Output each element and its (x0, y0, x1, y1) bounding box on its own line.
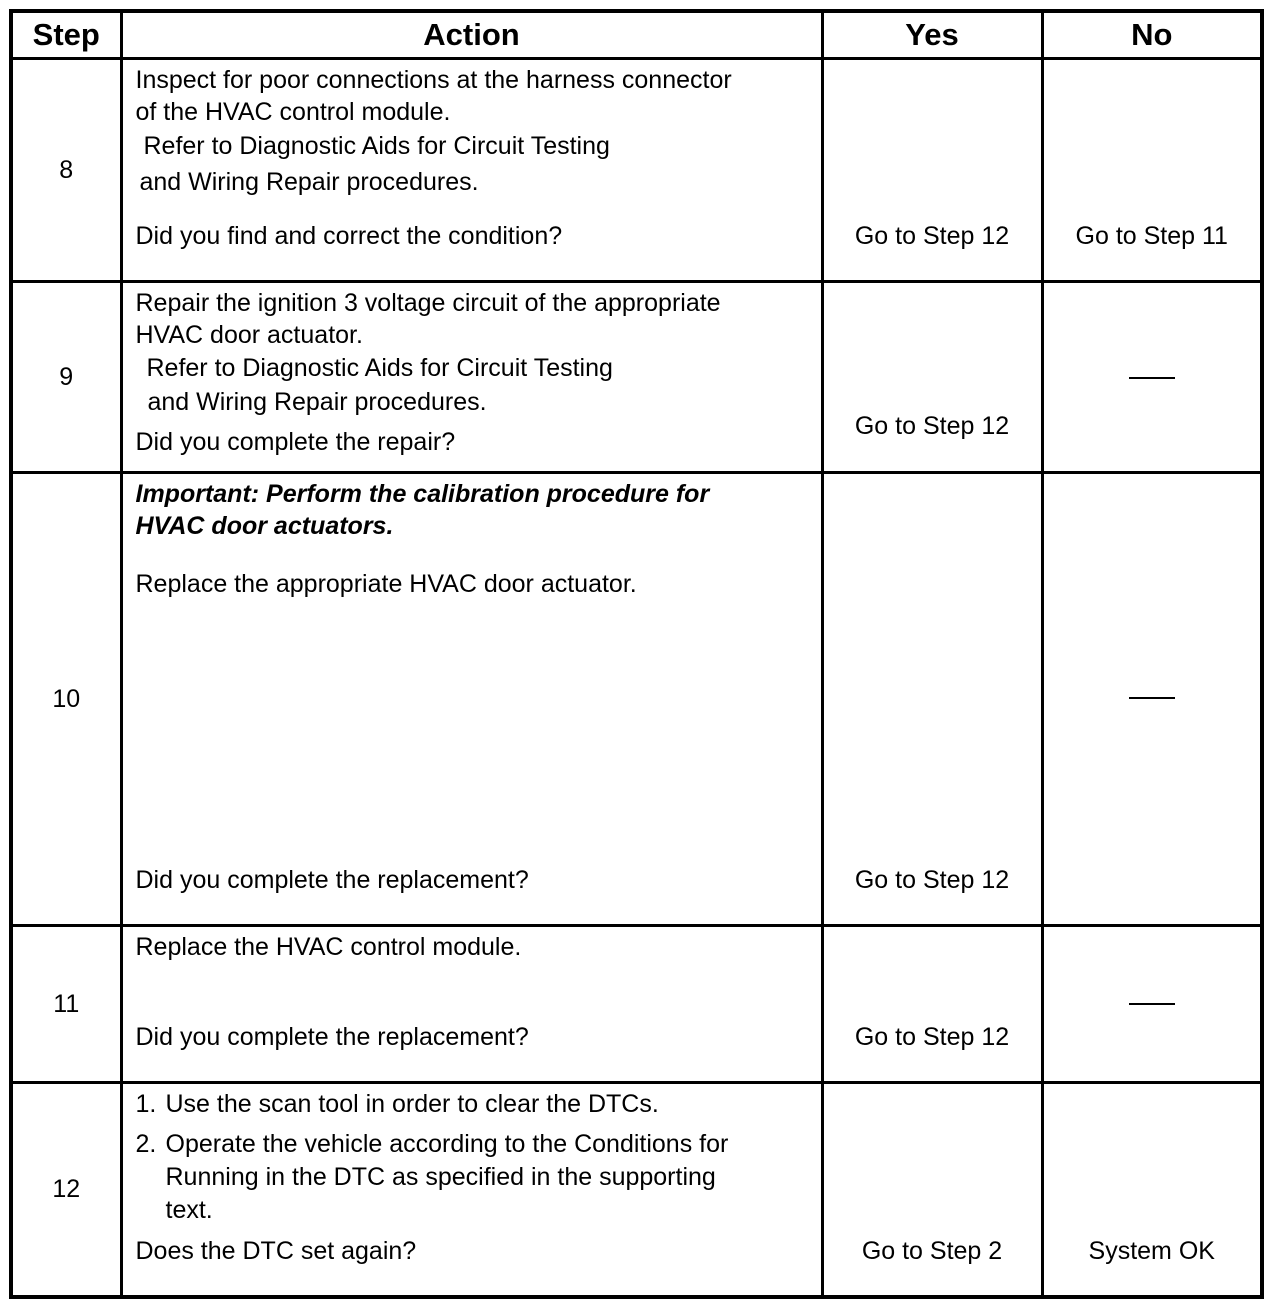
action-question: Does the DTC set again? (135, 1237, 417, 1265)
action-cell (121, 926, 822, 1083)
table-row-step-10 (11, 473, 1262, 926)
table-row-step-12 (11, 1083, 1262, 1297)
no-cell (1042, 473, 1262, 926)
yes-cell (822, 1083, 1042, 1297)
action-line: Replace the HVAC control module. (135, 933, 522, 961)
important-note-line: HVAC door actuators. (135, 512, 394, 540)
yes-result: Go to Step 12 (854, 1023, 1010, 1051)
header-row (11, 11, 1262, 59)
action-cell (121, 59, 822, 282)
table-row-step-8 (11, 59, 1262, 282)
yes-cell (822, 59, 1042, 282)
action-cell (121, 1083, 822, 1297)
important-note-line: Important: Perform the calibration procedure for (135, 480, 710, 508)
step-number: 10 (11, 473, 121, 926)
action-line: and Wiring Repair procedures. (147, 388, 487, 416)
no-result: System OK (1088, 1237, 1215, 1265)
no-result-dash (1129, 1003, 1175, 1005)
yes-result: Go to Step 2 (861, 1237, 1003, 1265)
diagnostic-table (9, 9, 1264, 1299)
yes-result: Go to Step 12 (854, 866, 1010, 894)
no-cell (1042, 1083, 1262, 1297)
list-marker: 1. (135, 1090, 157, 1118)
list-item-line: Use the scan tool in order to clear the DTCs. (165, 1090, 659, 1118)
no-cell (1042, 282, 1262, 473)
step-number: 12 (11, 1083, 121, 1297)
list-item-line: Running in the DTC as specified in the supporting (165, 1163, 716, 1191)
action-question: Did you complete the replacement? (135, 1023, 529, 1051)
action-question: Did you complete the repair? (135, 428, 456, 456)
action-line: Replace the appropriate HVAC door actuator. (135, 570, 637, 598)
no-result: Go to Step 11 (1075, 222, 1228, 250)
action-line: Refer to Diagnostic Aids for Circuit Testing (143, 132, 610, 160)
action-line: Refer to Diagnostic Aids for Circuit Testing (146, 354, 613, 382)
action-line: Inspect for poor connections at the harness connector (135, 66, 732, 94)
step-number: 8 (11, 59, 121, 282)
header-action: Action (121, 11, 822, 59)
action-line: Repair the ignition 3 voltage circuit of the appropriate (135, 289, 721, 317)
no-result-dash (1129, 697, 1175, 699)
step-number: 9 (11, 282, 121, 473)
list-item-line: Operate the vehicle according to the Conditions for (165, 1130, 729, 1158)
action-line: HVAC door actuator. (135, 321, 363, 349)
table-row-step-9 (11, 282, 1262, 473)
no-result-dash (1129, 377, 1175, 379)
yes-result: Go to Step 12 (854, 412, 1010, 440)
yes-cell (822, 282, 1042, 473)
yes-result: Go to Step 12 (854, 222, 1010, 250)
yes-cell (822, 473, 1042, 926)
action-cell (121, 282, 822, 473)
list-item-line: text. (165, 1196, 213, 1224)
table-row-step-11 (11, 926, 1262, 1083)
header-no: No (1042, 11, 1262, 59)
list-marker: 2. (135, 1130, 157, 1158)
no-cell (1042, 926, 1262, 1083)
header-step: Step (11, 11, 121, 59)
header-yes: Yes (822, 11, 1042, 59)
no-cell (1042, 59, 1262, 282)
action-question: Did you find and correct the condition? (135, 222, 563, 250)
yes-cell (822, 926, 1042, 1083)
step-number: 11 (11, 926, 121, 1083)
action-line: and Wiring Repair procedures. (139, 168, 479, 196)
action-line: of the HVAC control module. (135, 98, 451, 126)
action-cell (121, 473, 822, 926)
action-question: Did you complete the replacement? (135, 866, 529, 894)
